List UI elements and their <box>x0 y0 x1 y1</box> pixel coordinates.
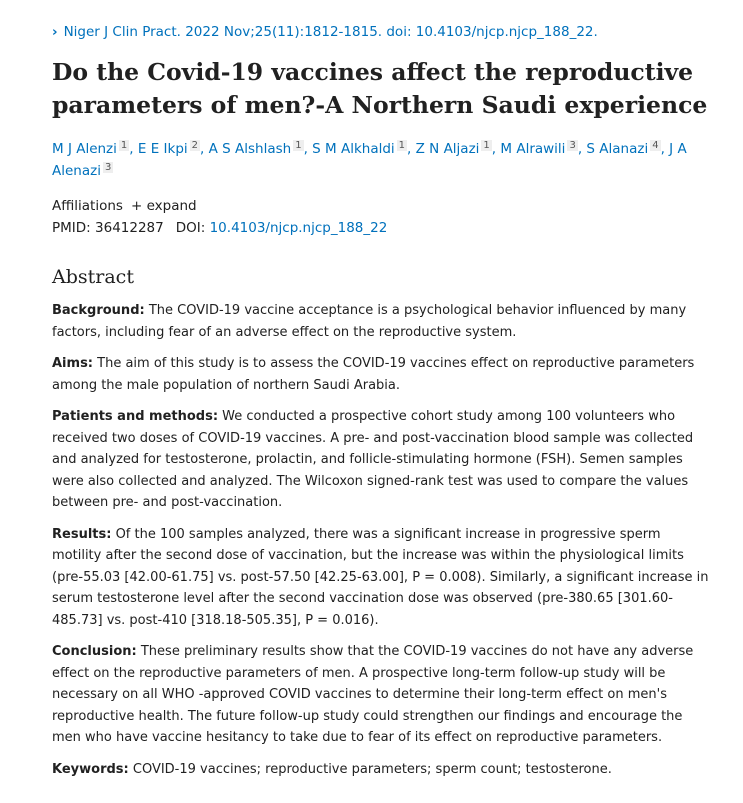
separator: , <box>200 141 209 157</box>
separator: , <box>491 141 501 157</box>
affiliation-number[interactable]: 1 <box>483 139 490 151</box>
author-list <box>52 138 712 182</box>
abstract-background: Background: The COVID-19 vaccine acceptance is a psychological behavior influenced by many factors, including fear of an adverse effect on the reproductive system. <box>52 303 687 340</box>
separator: , <box>577 141 587 157</box>
affiliation-number[interactable]: 4 <box>652 139 659 151</box>
author-link[interactable]: A S Alshlash <box>208 141 292 157</box>
author-link[interactable]: M Alrawili <box>500 141 566 157</box>
author-link[interactable]: M J Alenzi <box>52 141 117 157</box>
affiliation-number[interactable]: 3 <box>104 161 112 173</box>
affiliation-number[interactable]: 1 <box>120 139 128 151</box>
abstract-conclusion: Conclusion: These preliminary results show that the COVID-19 vaccines do not have any adverse effect on the reproductive parameters of men. A prospective long-term follow-up study will be necessary on all WHO -approved COVID vaccines to determine their long-term effect on men's reproductive health. The future follow-up study could strengthen our findings and encourage the men who have vaccine hesitancy to take due to fear of its effect on reproductive parameters. <box>52 644 694 745</box>
separator: , <box>129 141 138 157</box>
abstract-aims: Aims: The aim of this study is to assess the COVID-19 vaccines effect on reproductive parameters among the male population of northern Saudi Arabia. <box>52 356 695 393</box>
affiliations-row: Affiliations + expand <box>52 198 197 214</box>
abstract-body <box>52 300 712 780</box>
affiliation-number[interactable]: 1 <box>295 139 302 151</box>
abstract-results: Results: Of the 100 samples analyzed, there was a significant increase in progressive sperm motility after the second dose of vaccination, but the increase was within the physiological limits (pre-55.03 [42.00-61.75] vs. post-57.50 [42.25-63.00], P = 0.008). Similarly, a significant increase in serum testosterone level after the second vaccination dose was observed (pre-380.65 [301.60-485.73] vs. post-410 [318.18-505.35], P = 0.016). <box>52 526 709 628</box>
affiliation-number[interactable]: 2 <box>191 139 199 151</box>
keywords: Keywords: COVID-19 vaccines; reproductive parameters; sperm count; testosterone. <box>52 761 612 777</box>
article-title: Do the Covid-19 vaccines affect the reproductive parameters of men?-A Northern Saudi experience <box>52 58 708 119</box>
author-link[interactable]: S Alanazi <box>586 141 649 157</box>
author-link[interactable]: J A Alenazi <box>52 141 687 179</box>
author-link[interactable]: Z N Aljazi <box>415 141 480 157</box>
separator: , <box>407 141 416 157</box>
identifiers: PMID: 36412287 DOI: 10.4103/njcp.njcp_188_22 <box>52 220 388 236</box>
journal-citation[interactable]: › Niger J Clin Pract. 2022 Nov;25(11):1812-1815. doi: 10.4103/njcp.njcp_188_22. <box>52 24 598 40</box>
author-link[interactable]: E E Ikpi <box>137 141 188 157</box>
doi-link[interactable]: 10.4103/njcp.njcp_188_22 <box>209 220 388 236</box>
expand-affiliations-button[interactable]: + expand <box>130 198 197 214</box>
abstract-methods: Patients and methods: We conducted a prospective cohort study among 100 volunteers who received two doses of COVID-19 vaccines. A pre- and post-vaccination blood sample was collected and analyzed for testosterone, prolactin, and follicle-stimulating hormone (FSH). Semen samples were also collected and analyzed. The Wilcoxon signed-rank test was used to compare the values between pre- and post-vaccination. <box>52 409 694 510</box>
article <box>52 24 712 790</box>
abstract-heading: Abstract <box>52 266 134 288</box>
separator: , <box>660 141 670 157</box>
chevron-right-icon: › <box>52 24 58 40</box>
pmid: 36412287 <box>95 220 164 236</box>
author-link[interactable]: S M Alkhaldi <box>312 141 395 157</box>
affiliation-number[interactable]: 3 <box>569 139 576 151</box>
separator: , <box>303 141 313 157</box>
affiliation-number[interactable]: 1 <box>398 139 406 151</box>
